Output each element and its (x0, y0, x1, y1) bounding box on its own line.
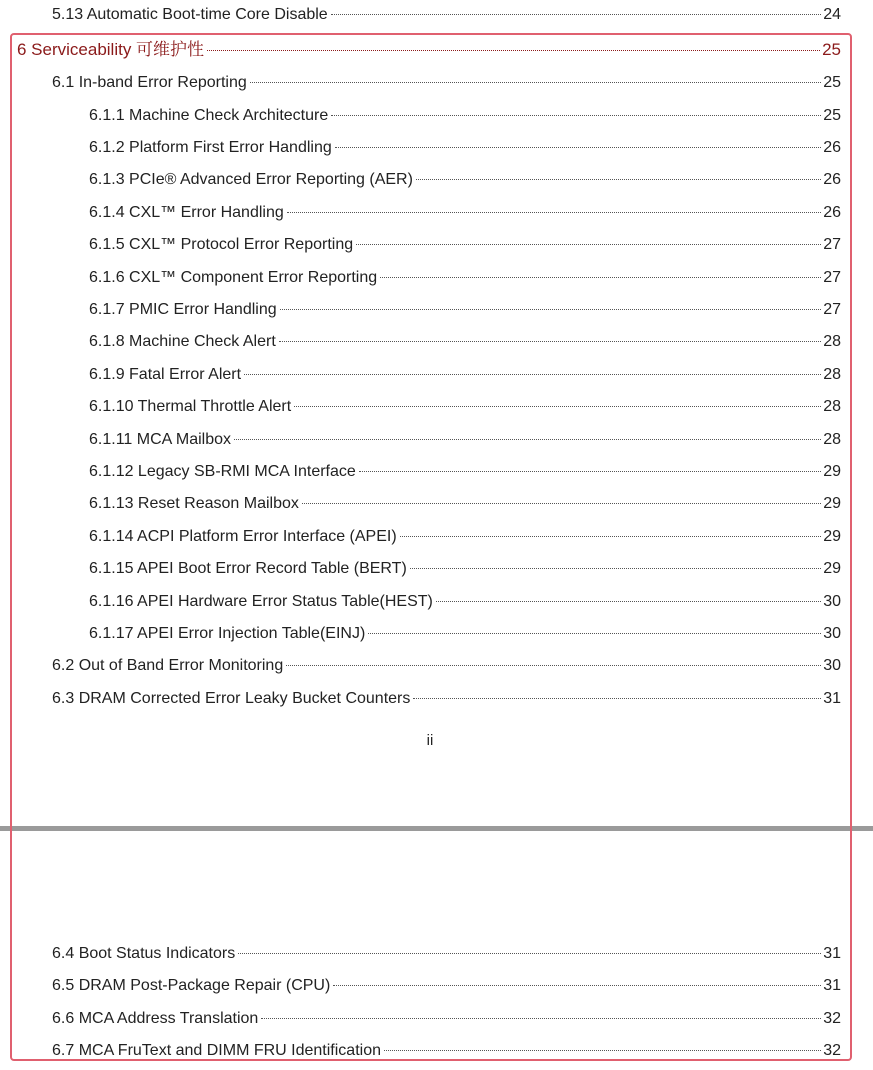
toc-entry[interactable] (89, 526, 841, 548)
toc-entry-title: 6.1.4 CXL™ Error Handling (89, 204, 284, 221)
toc-entry-title: 6.4 Boot Status Indicators (52, 945, 236, 962)
toc-leader-dots (280, 309, 822, 310)
toc-entry-page: 28 (823, 333, 841, 350)
toc-entry[interactable] (52, 1008, 841, 1030)
toc-entry-page: 25 (823, 74, 841, 91)
toc-leader-dots (279, 341, 821, 342)
toc-entry-title: 6.1.7 PMIC Error Handling (89, 301, 277, 318)
toc-entry-page: 29 (823, 560, 841, 577)
toc-entry-page: 31 (823, 977, 841, 994)
toc-entry[interactable] (89, 169, 841, 191)
toc-leader-dots (331, 14, 822, 15)
toc-entry[interactable] (89, 137, 841, 159)
toc-leader-dots (234, 439, 821, 440)
toc-entry[interactable] (89, 299, 841, 321)
toc-entry-page: 29 (823, 463, 841, 480)
toc-entry-page: 28 (823, 366, 841, 383)
toc-entry[interactable] (52, 4, 841, 26)
toc-leader-dots (356, 244, 821, 245)
toc-entry-title: 6.1.11 MCA Mailbox (89, 431, 231, 448)
toc-leader-dots (359, 471, 821, 472)
toc-leader-dots (302, 503, 821, 504)
toc-entry[interactable] (52, 1040, 841, 1062)
toc-chapter-title: 6 Serviceability 可维护性 (17, 40, 205, 59)
toc-entry-page: 27 (823, 301, 841, 318)
toc-entry-page: 30 (823, 657, 841, 674)
toc-entry[interactable] (89, 461, 841, 483)
toc-leader-dots (380, 277, 821, 278)
toc-leader-dots (287, 212, 821, 213)
toc-leader-dots (436, 601, 821, 602)
toc-leader-dots (400, 536, 822, 537)
toc-leader-dots (410, 568, 821, 569)
page-divider (0, 826, 873, 831)
toc-entry[interactable] (52, 943, 841, 965)
toc-leader-dots (384, 1050, 821, 1051)
page-number: ii (426, 732, 434, 749)
toc-entry-title: 6.1.16 APEI Hardware Error Status Table(HEST) (89, 593, 433, 610)
toc-entry-page: 32 (823, 1042, 841, 1059)
toc-entry-page: 31 (823, 945, 841, 962)
toc-entry[interactable] (89, 364, 841, 386)
toc-entry-page: 32 (823, 1010, 841, 1027)
toc-entry-title: 6.1.10 Thermal Throttle Alert (89, 398, 292, 415)
toc-chapter-entry[interactable] (17, 39, 841, 61)
toc-entry-page: 25 (823, 107, 841, 124)
toc-leader-dots (368, 633, 821, 634)
toc-entry-page: 28 (823, 398, 841, 415)
toc-entry-title: 6.1.9 Fatal Error Alert (89, 366, 242, 383)
toc-chapter-page: 25 (822, 40, 841, 59)
toc-entry-page: 24 (823, 6, 841, 23)
toc-entry-page: 29 (823, 528, 841, 545)
toc-entry-title: 6.1.3 PCIe® Advanced Error Reporting (AER) (89, 171, 413, 188)
toc-entry[interactable] (52, 975, 841, 997)
toc-entry-title: 6.1 In-band Error Reporting (52, 74, 247, 91)
toc-entry-title: 6.1.17 APEI Error Injection Table(EINJ) (89, 625, 366, 642)
toc-entry-title: 6.7 MCA FruText and DIMM FRU Identification (52, 1042, 381, 1059)
toc-entry[interactable] (89, 234, 841, 256)
toc-entry-title: 6.1.8 Machine Check Alert (89, 333, 276, 350)
toc-entry[interactable] (89, 429, 841, 451)
toc-entry-page: 26 (823, 171, 841, 188)
toc-entry[interactable] (89, 493, 841, 515)
toc-entry[interactable] (89, 623, 841, 645)
toc-entry[interactable] (52, 72, 841, 94)
toc-entry[interactable] (89, 331, 841, 353)
toc-entry-page: 26 (823, 139, 841, 156)
toc-leader-dots (286, 665, 821, 666)
toc-entry[interactable] (89, 591, 841, 613)
toc-leader-dots (207, 50, 820, 51)
toc-entry-title: 6.2 Out of Band Error Monitoring (52, 657, 284, 674)
toc-leader-dots (250, 82, 821, 83)
toc-entry-page: 27 (823, 236, 841, 253)
toc-entry-page: 29 (823, 495, 841, 512)
toc-entry-title: 6.1.12 Legacy SB-RMI MCA Interface (89, 463, 356, 480)
toc-entry-title: 6.1.2 Platform First Error Handling (89, 139, 332, 156)
toc-entry-page: 31 (823, 690, 841, 707)
toc-entry-title: 6.1.5 CXL™ Protocol Error Reporting (89, 236, 354, 253)
toc-entry-page: 30 (823, 593, 841, 610)
toc-leader-dots (294, 406, 821, 407)
toc-leader-dots (413, 698, 821, 699)
toc-entry[interactable] (89, 202, 841, 224)
toc-entry[interactable] (52, 688, 841, 710)
toc-entry-title: 6.1.15 APEI Boot Error Record Table (BERT) (89, 560, 407, 577)
toc-entry[interactable] (89, 558, 841, 580)
toc-entry-page: 26 (823, 204, 841, 221)
toc-entry-title: 6.6 MCA Address Translation (52, 1010, 259, 1027)
toc-entry-title: 6.1.6 CXL™ Component Error Reporting (89, 269, 378, 286)
toc-entry-title: 6.1.14 ACPI Platform Error Interface (APEI) (89, 528, 397, 545)
toc-entry-page: 28 (823, 431, 841, 448)
toc-leader-dots (331, 115, 821, 116)
toc-entry[interactable] (89, 396, 841, 418)
toc-leader-dots (261, 1018, 821, 1019)
toc-entry-page: 27 (823, 269, 841, 286)
toc-leader-dots (333, 985, 821, 986)
toc-entry-title: 5.13 Automatic Boot-time Core Disable (52, 6, 328, 23)
toc-entry[interactable] (89, 105, 841, 127)
toc-entry-title: 6.1.13 Reset Reason Mailbox (89, 495, 299, 512)
toc-leader-dots (238, 953, 821, 954)
toc-entry-title: 6.5 DRAM Post-Package Repair (CPU) (52, 977, 331, 994)
toc-entry[interactable] (89, 267, 841, 289)
toc-leader-dots (416, 179, 821, 180)
toc-entry[interactable] (52, 655, 841, 677)
toc-entry-title: 6.1.1 Machine Check Architecture (89, 107, 329, 124)
toc-leader-dots (244, 374, 821, 375)
toc-entry-page: 30 (823, 625, 841, 642)
toc-entry-title: 6.3 DRAM Corrected Error Leaky Bucket Counters (52, 690, 411, 707)
toc-leader-dots (335, 147, 821, 148)
